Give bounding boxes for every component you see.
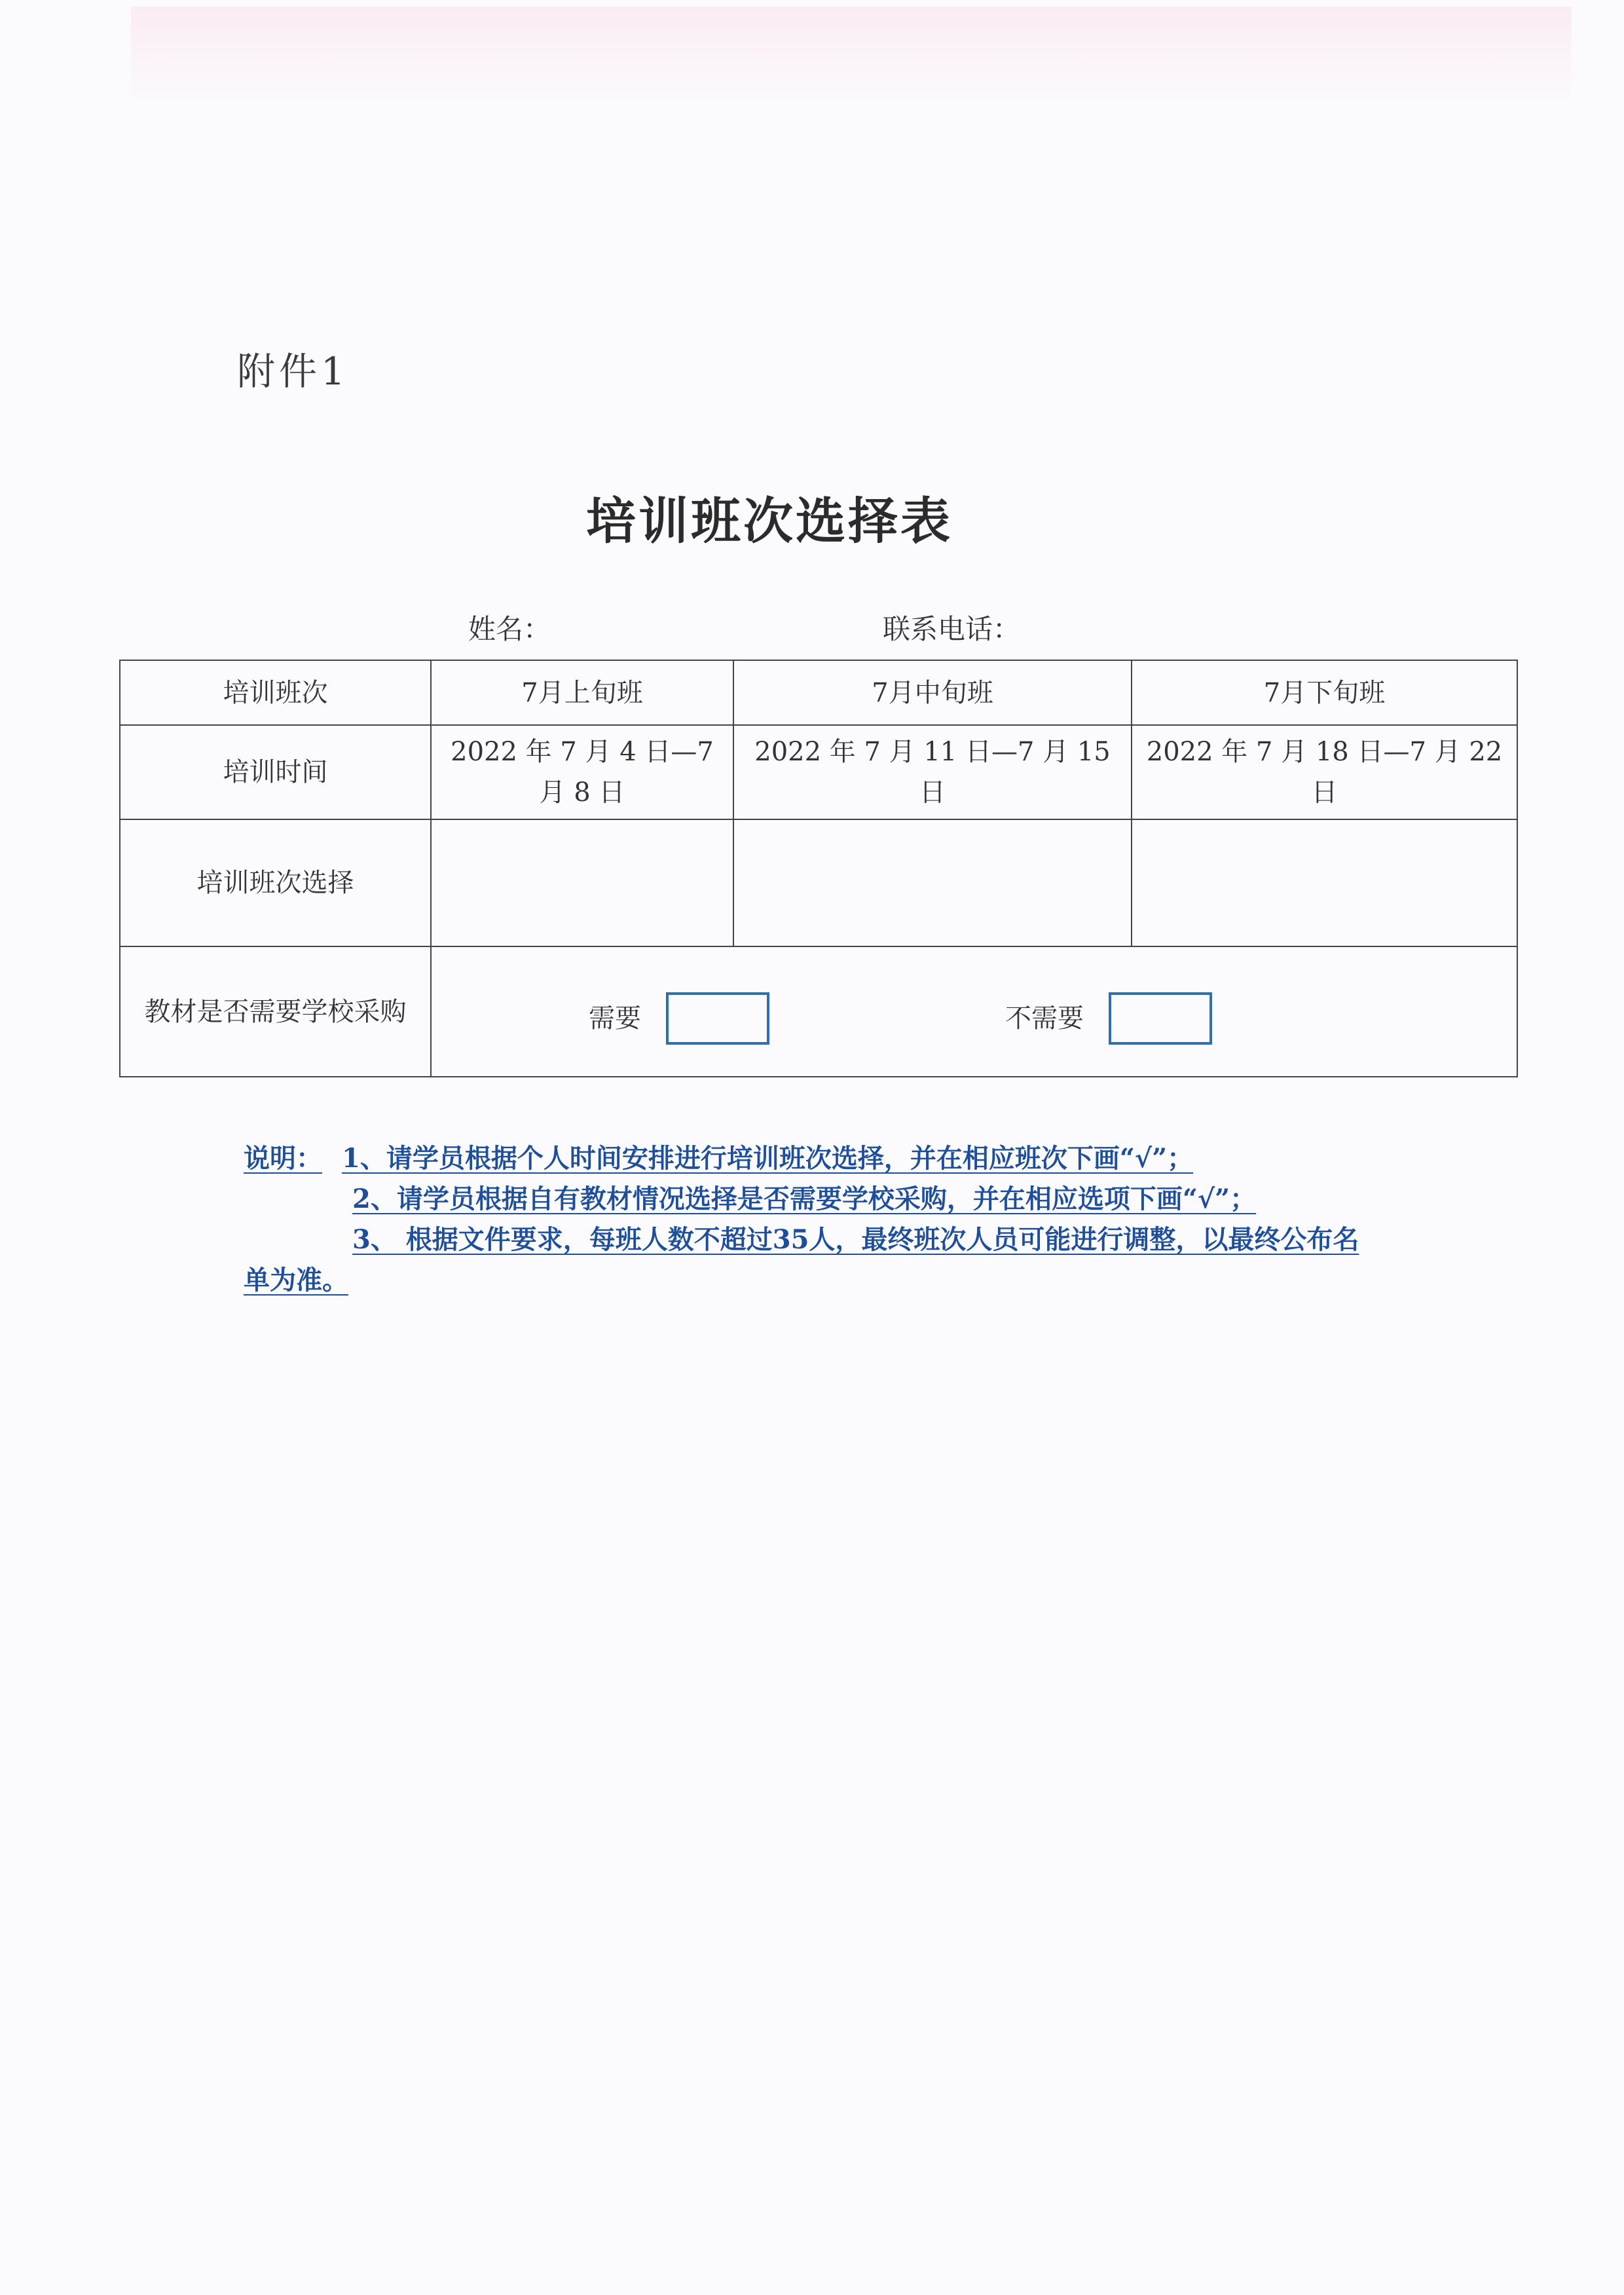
- note-line-1-text: 1、请学员根据个人时间安排进行培训班次选择，并在相应班次下画“√”；: [342, 1143, 1194, 1174]
- name-field[interactable]: [468, 608, 747, 647]
- notes-section: [244, 1138, 1396, 1301]
- time-cell-mid-july: 2022 年 7 月 11 日—7 月 15 日: [733, 725, 1132, 819]
- choice-cell-late-july[interactable]: [1132, 819, 1517, 946]
- option-not-need-label: 不需要: [1005, 1003, 1084, 1034]
- row-label-textbook: 教材是否需要学校采购: [120, 946, 431, 1077]
- attachment-label: 附件1: [237, 349, 349, 394]
- choice-cell-mid-july[interactable]: [733, 819, 1132, 946]
- row-label-choice: 培训班次选择: [120, 819, 431, 946]
- phone-field[interactable]: [883, 608, 1217, 647]
- textbook-options: [438, 979, 1510, 1045]
- option-need-checkbox[interactable]: [666, 992, 769, 1045]
- option-need[interactable]: [589, 992, 769, 1045]
- selection-table: [119, 660, 1518, 1077]
- header-cell-late-july: 7月下旬班: [1132, 660, 1517, 725]
- table-row-textbook: [120, 946, 1517, 1077]
- note-line-3: 3、 根据文件要求，每班人数不超过35人，最终班次人员可能进行调整，以最终公布名: [352, 1224, 1359, 1255]
- header-cell-mid-july: 7月中旬班: [733, 660, 1132, 725]
- option-need-label: 需要: [589, 1003, 641, 1034]
- phone-label: 联系电话：: [883, 613, 1021, 645]
- header-cell-class: 培训班次: [120, 660, 431, 725]
- option-not-need[interactable]: [1005, 992, 1212, 1045]
- row-label-time: 培训时间: [120, 725, 431, 819]
- textbook-options-cell: [431, 946, 1517, 1077]
- table-header-row: [120, 660, 1517, 725]
- page-title: 培训班次选择表: [586, 492, 953, 550]
- name-label: 姓名：: [468, 613, 551, 645]
- scan-tint: [131, 7, 1572, 105]
- note-line-4: 单为准。: [244, 1265, 348, 1296]
- note-line-1: [244, 1138, 1396, 1179]
- option-not-need-checkbox[interactable]: [1109, 992, 1212, 1045]
- time-cell-late-july: 2022 年 7 月 18 日—7 月 22 日: [1132, 725, 1517, 819]
- table-row-time: [120, 725, 1517, 819]
- note-line-2: 2、请学员根据自有教材情况选择是否需要学校采购，并在相应选项下画“√”；: [352, 1184, 1257, 1214]
- header-cell-early-july: 7月上旬班: [431, 660, 733, 725]
- time-cell-early-july: 2022 年 7 月 4 日—7 月 8 日: [431, 725, 733, 819]
- table-row-choice: [120, 819, 1517, 946]
- notes-lead: 说明：: [244, 1143, 322, 1174]
- choice-cell-early-july[interactable]: [431, 819, 733, 946]
